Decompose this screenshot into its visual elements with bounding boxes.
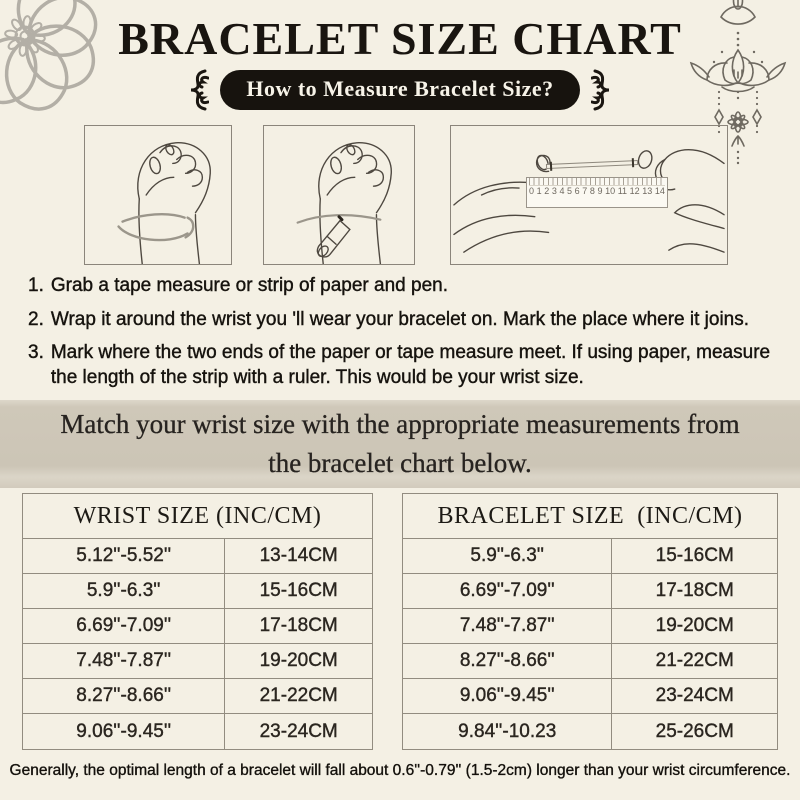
- table-cell: 5.9''-6.3'': [23, 574, 225, 608]
- ruler-number: 2: [544, 186, 550, 196]
- table-row: [23, 714, 372, 749]
- table-cell: 8.27''-8.66'': [403, 644, 612, 678]
- table-row: [23, 574, 372, 609]
- table-row: [23, 609, 372, 644]
- ruler-number: 3: [551, 186, 557, 196]
- ruler-number: 7: [582, 186, 588, 196]
- page-title: BRACELET SIZE CHART: [118, 13, 682, 64]
- illustration-mark-wrist: [263, 125, 415, 265]
- instructions-list: [28, 274, 778, 400]
- ruler-number: 0: [529, 186, 535, 196]
- step-text: Wrap it around the wrist you 'll wear your bracelet on. Mark the place where it joins.: [50, 308, 750, 330]
- table-cell: 25-26CM: [655, 720, 734, 742]
- squiggle-bracket-left-icon: [181, 68, 209, 112]
- illustration-measure-ruler: [450, 125, 728, 265]
- table-row: [403, 609, 777, 644]
- table-cell: 5.12''-5.52'': [23, 539, 225, 573]
- table-cell: 19-20CM: [655, 615, 734, 636]
- step-text: Mark where the two ends of the paper or tape measure meet. If using paper, measure the length of the strip with a ruler. This would be your wrist size.: [50, 342, 771, 389]
- ruler-numbers: [527, 186, 667, 197]
- step-number: 2.: [28, 308, 44, 330]
- ruler-ticks: [529, 178, 665, 186]
- table-cell: 23-24CM: [259, 720, 338, 742]
- ruler-number: 6: [574, 186, 580, 196]
- wrist-size-table: [22, 493, 373, 750]
- table-cell: 21-22CM: [655, 650, 734, 671]
- table-row: [403, 679, 777, 714]
- step-text: Grab a tape measure or strip of paper and pen.: [50, 275, 448, 296]
- instruction-step: [28, 341, 778, 390]
- table-cell: 17-18CM: [655, 580, 734, 601]
- table-cell: 8.27''-8.66'': [23, 679, 225, 713]
- table-cell: 15-16CM: [259, 580, 338, 601]
- table-header: BRACELET SIZE (INC/CM): [403, 494, 777, 539]
- table-cell: 19-20CM: [259, 650, 338, 671]
- table-cell: 17-18CM: [259, 615, 338, 636]
- table-row: [23, 539, 372, 574]
- table-cell: 15-16CM: [655, 545, 734, 566]
- ruler-number: 10: [605, 186, 616, 196]
- ruler-number: 13: [642, 186, 653, 196]
- ruler-number: 1: [536, 186, 542, 196]
- illustrations-row: [0, 125, 800, 265]
- table-cell: 21-22CM: [259, 685, 338, 706]
- match-banner-text: Match your wrist size with the appropriate measurements from the bracelet chart below.: [60, 408, 740, 478]
- subtitle-row: [0, 70, 800, 110]
- ruler-number: 12: [629, 186, 640, 196]
- hand-with-pen-icon: [264, 126, 414, 264]
- table-row: [403, 574, 777, 609]
- size-table: [22, 493, 778, 750]
- table-cell: 7.48''-7.87'': [23, 644, 225, 678]
- ruler-number: 9: [597, 186, 603, 196]
- instruction-step: [28, 308, 778, 333]
- step-number: 1.: [28, 275, 44, 296]
- table-header: WRIST SIZE (INC/CM): [23, 494, 372, 539]
- hand-with-tape-icon: [85, 126, 231, 264]
- footer-note: Generally, the optimal length of a bracelet will fall about 0.6''-0.79'' (1.5-2cm) longer than your wrist circumference.: [9, 762, 791, 779]
- table-cell: 6.69''-7.09'': [403, 574, 612, 608]
- subtitle-pill: How to Measure Bracelet Size?: [220, 70, 579, 110]
- table-cell: 23-24CM: [655, 685, 734, 706]
- ruler-number: 4: [559, 186, 565, 196]
- table-cell: 9.06''-9.45'': [23, 714, 225, 749]
- step-number: 3.: [28, 342, 44, 364]
- table-cell: 6.69''-7.09'': [23, 609, 225, 643]
- ruler-number: 5: [567, 186, 573, 196]
- ruler: [526, 177, 668, 208]
- table-row: [23, 679, 372, 714]
- table-row: [403, 644, 777, 679]
- match-banner: [0, 400, 800, 488]
- table-cell: 7.48''-7.87'': [403, 609, 612, 643]
- table-row: [403, 539, 777, 574]
- table-row: [403, 714, 777, 749]
- table-cell: 5.9''-6.3'': [403, 539, 612, 573]
- bracelet-size-table: [402, 493, 778, 750]
- illustration-wrap-tape: [84, 125, 232, 265]
- table-cell: 13-14CM: [259, 545, 338, 566]
- ruler-number: 14: [654, 186, 665, 196]
- ruler-number: 11: [617, 186, 628, 196]
- table-cell: 9.84''-10.23: [403, 714, 612, 749]
- table-row: [23, 644, 372, 679]
- ruler-number: 8: [589, 186, 595, 196]
- squiggle-bracket-right-icon: [591, 68, 619, 112]
- table-cell: 9.06''-9.45'': [403, 679, 612, 713]
- instruction-step: [28, 274, 778, 299]
